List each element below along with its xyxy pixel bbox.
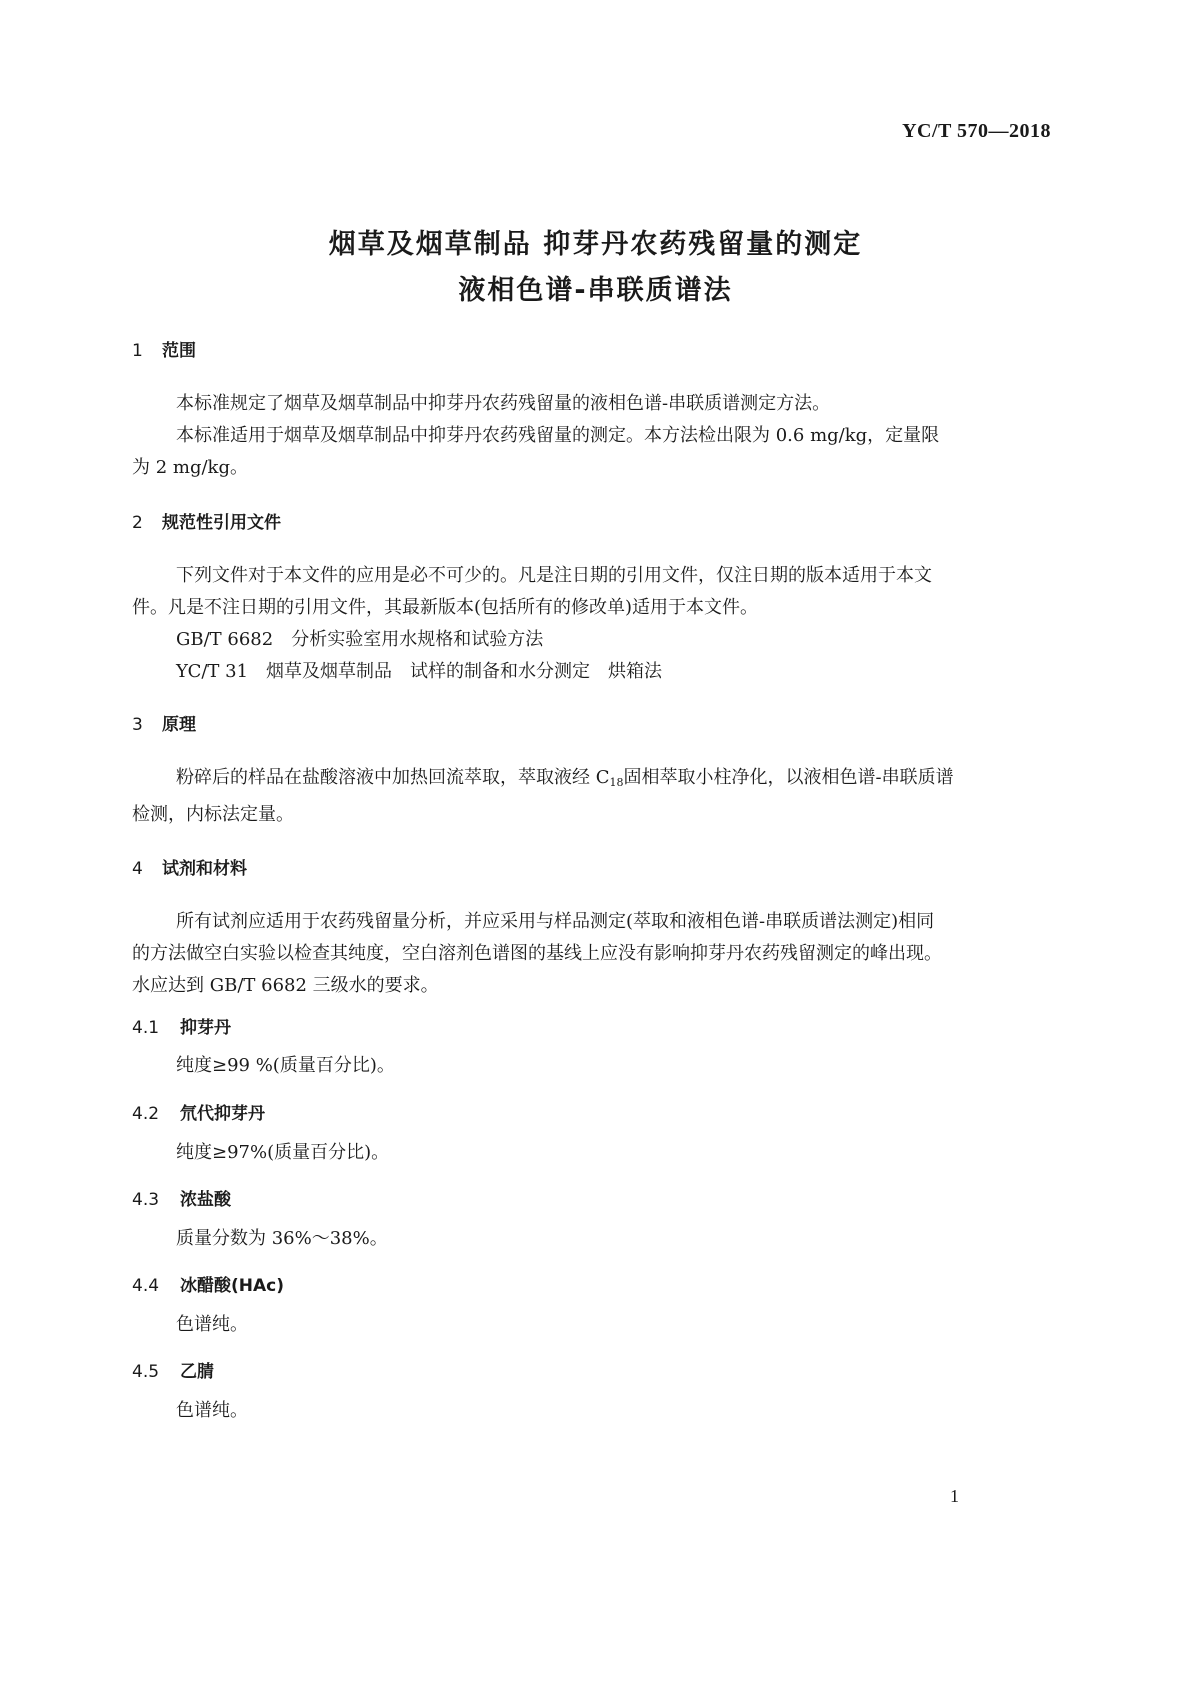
subsection-title: 冰醋酸(HAc) <box>180 1276 285 1296</box>
subsection-4-1-heading <box>132 1013 231 1038</box>
subsection-4-3-body <box>132 1223 1062 1255</box>
section-3-heading <box>132 710 196 735</box>
section-title: 规范性引用文件 <box>162 513 281 533</box>
section-title: 范围 <box>162 341 196 361</box>
paragraph: 色谱纯。 <box>176 1314 248 1335</box>
section-1-heading <box>132 336 196 361</box>
section-4-body <box>132 906 1062 1002</box>
subsection-number: 4.3 <box>132 1190 160 1210</box>
document-code: YC/T 570—2018 <box>902 120 1051 142</box>
page-number: 1 <box>950 1486 959 1506</box>
text-run: 固相萃取小柱净化，以液相色谱-串联质谱 <box>623 767 954 788</box>
paragraph-continuation: 检测，内标法定量。 <box>132 804 294 825</box>
subsection-4-2-heading <box>132 1099 265 1124</box>
paragraph-continuation: 为 2 mg/kg。 <box>132 457 248 478</box>
paragraph: 下列文件对于本文件的应用是必不可少的。凡是注日期的引用文件，仅注日期的版本适用于本文 <box>176 565 932 586</box>
subsection-number: 4.5 <box>132 1362 160 1382</box>
section-number: 3 <box>132 715 143 735</box>
subsection-4-4-heading <box>132 1271 284 1296</box>
document-title-line-1: 烟草及烟草制品 抑芽丹农药残留量的测定 <box>328 229 863 260</box>
section-number: 2 <box>132 513 143 533</box>
section-number: 4 <box>132 859 143 879</box>
paragraph-continuation: 的方法做空白实验以检查其纯度，空白溶剂色谱图的基线上应没有影响抑芽丹农药残留测定的峰出现。 <box>132 943 942 964</box>
subsection-number: 4.4 <box>132 1276 160 1296</box>
paragraph: 质量分数为 36%～38%。 <box>176 1228 388 1249</box>
paragraph-continuation: 件。凡是不注日期的引用文件，其最新版本(包括所有的修改单)适用于本文件。 <box>132 597 759 618</box>
paragraph: 所有试剂应适用于农药残留量分析，并应采用与样品测定(萃取和液相色谱-串联质谱法测定)相同 <box>176 911 935 932</box>
subscript: 18 <box>609 776 624 789</box>
subsection-4-5-body <box>132 1395 1062 1427</box>
paragraph <box>132 762 1062 799</box>
subsection-4-1-body <box>132 1050 1062 1082</box>
subsection-title: 氘代抑芽丹 <box>180 1104 265 1124</box>
section-title: 试剂和材料 <box>162 859 247 879</box>
section-2-heading <box>132 508 281 533</box>
paragraph-continuation: 水应达到 GB/T 6682 三级水的要求。 <box>132 975 439 996</box>
subsection-title: 抑芽丹 <box>180 1018 231 1038</box>
subsection-number: 4.2 <box>132 1104 160 1124</box>
subsection-4-4-body <box>132 1309 1062 1341</box>
paragraph: 色谱纯。 <box>176 1400 248 1421</box>
section-1-body <box>132 388 1062 484</box>
paragraph: 纯度≥97%(质量百分比)。 <box>176 1142 390 1163</box>
reference-item: YC/T 31 烟草及烟草制品 试样的制备和水分测定 烘箱法 <box>176 661 663 682</box>
subsection-number: 4.1 <box>132 1018 160 1038</box>
reference-item: GB/T 6682 分析实验室用水规格和试验方法 <box>176 629 544 650</box>
paragraph: 本标准适用于烟草及烟草制品中抑芽丹农药残留量的测定。本方法检出限为 0.6 mg/kg，定量限 <box>176 425 940 446</box>
subsection-4-5-heading <box>132 1357 214 1382</box>
paragraph: 本标准规定了烟草及烟草制品中抑芽丹农药残留量的液相色谱-串联质谱测定方法。 <box>176 393 831 414</box>
section-3-body <box>132 762 1062 831</box>
subsection-title: 浓盐酸 <box>180 1190 231 1210</box>
text-run: 粉碎后的样品在盐酸溶液中加热回流萃取，萃取液经 C <box>176 767 610 788</box>
paragraph: 纯度≥99 %(质量百分比)。 <box>176 1055 395 1076</box>
section-title: 原理 <box>162 715 196 735</box>
subsection-title: 乙腈 <box>180 1362 214 1382</box>
subsection-4-2-body <box>132 1137 1062 1169</box>
section-number: 1 <box>132 341 143 361</box>
subsection-4-3-heading <box>132 1185 231 1210</box>
section-2-body <box>132 560 1062 688</box>
section-4-heading <box>132 854 247 879</box>
document-title-line-2: 液相色谱-串联质谱法 <box>458 275 733 306</box>
